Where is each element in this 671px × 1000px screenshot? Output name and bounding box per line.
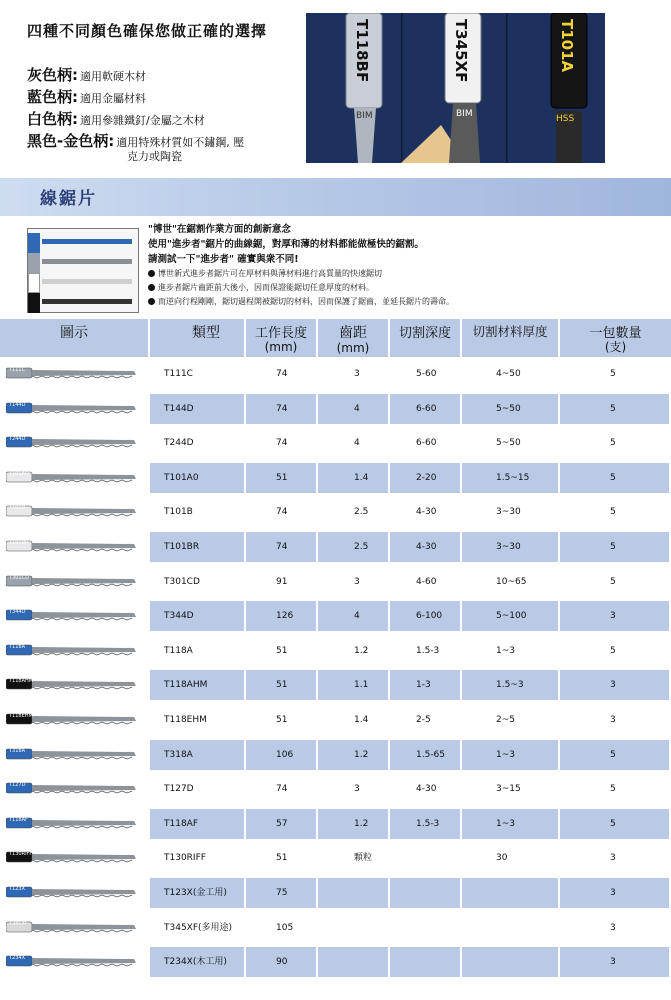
cell-pitch: 1.1: [318, 670, 388, 700]
cell-thickness: 5~50: [462, 394, 558, 424]
cell-type: T318A: [150, 740, 244, 770]
cell-qty: 3: [610, 853, 616, 864]
cell-depth: 1.5-65: [390, 740, 460, 770]
table-row: [0, 426, 671, 461]
cell-length: 74: [276, 369, 288, 379]
blade-icon-label: T123X: [9, 885, 26, 892]
cell-length: 105: [276, 922, 294, 933]
cell-type: T344D: [150, 601, 244, 631]
cell-pitch: 3: [354, 784, 360, 795]
cell-pitch: [318, 878, 388, 908]
bullet-icon: [148, 270, 155, 277]
blade-icon: [6, 780, 138, 796]
cell-depth: [390, 913, 460, 943]
table-row: [0, 495, 671, 530]
cell-pitch: 1.2: [318, 809, 388, 839]
column-header-qty: 一包數量 (支): [560, 319, 671, 357]
table-row: [0, 634, 671, 669]
table-row: [0, 738, 671, 773]
photo-blade-1: [353, 19, 371, 86]
table-row: [0, 565, 671, 600]
column-header-depth: 切割深度: [390, 319, 462, 357]
cell-pitch: 2.5: [318, 532, 388, 562]
cell-thickness: [462, 947, 558, 977]
cell-type: T118EHM: [164, 714, 207, 725]
cell-thickness: 10~65: [496, 576, 527, 587]
table-row: [0, 668, 671, 703]
cell-qty: 5: [560, 809, 669, 839]
cell-depth: 1-3: [390, 670, 460, 700]
cell-type: T111C: [164, 369, 193, 379]
legend-desc-continued: 克力或陶瓷: [127, 150, 182, 163]
cell-thickness: 5~100: [462, 601, 558, 631]
blade-icon-label: T118AF: [9, 816, 28, 823]
cell-type: T127D: [164, 784, 194, 795]
blade-tag: BIM: [456, 109, 473, 119]
cell-depth: [390, 843, 460, 873]
cell-thickness: 1~3: [462, 809, 558, 839]
cell-type: T101B: [164, 507, 193, 518]
cell-length: 91: [276, 576, 288, 587]
table-row: [0, 772, 671, 807]
cell-type: T345XF(多用途): [164, 922, 233, 933]
table-row: [0, 599, 671, 634]
table-row: [0, 703, 671, 738]
cell-qty: 5: [560, 394, 669, 424]
column-header-length: 工作長度 (mm): [246, 319, 318, 357]
cell-qty: 5: [610, 438, 616, 449]
blade-icon-label: T144D: [9, 401, 26, 408]
legend-key: 灰色柄:: [27, 66, 78, 84]
legend-desc: 適用特殊材質如不鏽鋼, 壓: [116, 136, 245, 149]
column-header-pitch: 齒距 (mm): [318, 319, 390, 357]
cell-thickness: 4~50: [496, 369, 521, 379]
legend-row-white: [27, 108, 244, 130]
cell-type: T123X(金工用): [150, 878, 244, 908]
cell-pitch: 顆粒: [354, 853, 373, 864]
cell-qty: 5: [560, 532, 669, 562]
cell-pitch: 4: [318, 394, 388, 424]
blade-icon: [6, 365, 138, 381]
cell-depth: 6-60: [416, 438, 437, 449]
cell-thickness: 1~3: [496, 645, 515, 656]
cell-depth: [390, 947, 460, 977]
section-title: 線鋸片: [40, 189, 97, 209]
blade-icon: [6, 884, 138, 900]
cell-qty: 3: [610, 922, 616, 933]
cell-type: T118A: [164, 645, 193, 656]
cell-length: 74: [276, 438, 288, 449]
cell-length: 51: [246, 670, 316, 700]
cell-pitch: 1.4: [354, 714, 369, 725]
cell-length: 126: [246, 601, 316, 631]
cell-length: 74: [276, 784, 288, 795]
page-title: 四種不同顏色確保您做正確的選擇: [27, 22, 268, 40]
blade-icon-label: T101B: [9, 505, 26, 512]
blade-icon-label: T344D: [9, 609, 26, 616]
cell-qty: 3: [560, 670, 669, 700]
intro-line: 請測試一下"進步者" 確實與衆不同!: [148, 254, 299, 265]
cell-length: 74: [276, 507, 288, 518]
column-header-thickness: 切割材料厚度: [462, 319, 560, 357]
legend-desc: 適用參雜鐵釘/金屬之木材: [80, 114, 205, 127]
table-row: [0, 945, 671, 980]
intro-line: "博世"在鋸割作業方面的創新意念: [148, 224, 291, 235]
cell-length: 75: [246, 878, 316, 908]
column-header-type: 類型: [150, 319, 246, 357]
cell-qty: 5: [610, 576, 616, 587]
cell-length: 106: [246, 740, 316, 770]
cell-pitch: 1.2: [318, 740, 388, 770]
blade-icon: [6, 400, 138, 416]
table-row: [0, 357, 671, 392]
blade-icon: [6, 746, 138, 762]
blade-tag: BIM: [356, 111, 373, 121]
intro-line: 使用"進步者"鋸片的曲線鋸，對厚和薄的材料都能做極快的鋸割。: [148, 239, 424, 250]
table-row: [0, 461, 671, 496]
cell-thickness: 5~50: [496, 438, 521, 449]
blade-icon-label: T234X: [9, 955, 26, 962]
color-legend: [27, 64, 244, 164]
cell-length: 51: [276, 714, 288, 725]
intro-bullet: [148, 267, 663, 281]
blade-icon-label: T301CD: [9, 574, 29, 581]
blade-icon-label: T101BR: [9, 539, 29, 546]
cell-thickness: 3~30: [462, 532, 558, 562]
table-row: [0, 530, 671, 565]
cell-qty: 3: [560, 601, 669, 631]
bullet-text: 而逆向行程剛剛，鋸切過程開被鋸切的材料，因而保護了鋸齒，並延長鋸片的壽命。: [158, 297, 454, 306]
table-row: [0, 876, 671, 911]
cell-thickness: 30: [496, 853, 508, 864]
cell-type: T234X(木工用): [150, 947, 244, 977]
intro-bullet: [148, 295, 663, 309]
swatch-blades-icon: [28, 229, 140, 314]
cell-qty: 5: [610, 645, 616, 656]
blade-icon-label: T111C: [9, 367, 26, 373]
column-header-icon: 圖示: [0, 319, 150, 357]
bullet-text: 進步者鋸片齒距前大後小，因而保證能鋸切任意厚度的材料。: [158, 283, 374, 292]
cell-thickness: 2~5: [496, 714, 515, 725]
cell-pitch: 4: [318, 601, 388, 631]
blade-icon-label: T118A: [9, 643, 26, 650]
cell-depth: 6-60: [390, 394, 460, 424]
legend-key: 白色柄:: [27, 110, 78, 128]
cell-qty: 3: [560, 878, 669, 908]
table-row: [0, 392, 671, 427]
blade-code: T118BF: [353, 19, 371, 83]
legend-key: 黑色-金色柄:: [27, 132, 115, 150]
cell-thickness: 1.5~15: [462, 463, 558, 493]
header-section: [0, 0, 671, 178]
blade-icon: [6, 642, 138, 658]
blade-icon: [6, 503, 138, 519]
blade-icon-label: T318A: [9, 747, 26, 754]
section-bar: [0, 178, 671, 216]
cell-qty: 5: [610, 369, 616, 379]
cell-pitch: 4: [354, 438, 360, 449]
legend-key: 藍色柄:: [27, 88, 78, 106]
cell-length: 74: [246, 394, 316, 424]
cell-thickness: 1.5~3: [462, 670, 558, 700]
legend-desc: 適用金屬材料: [80, 92, 146, 105]
blade-code: T101A: [558, 19, 576, 73]
blade-photo: [306, 13, 605, 163]
cell-qty: 5: [560, 740, 669, 770]
cell-length: 51: [276, 853, 288, 864]
cell-thickness: 3~15: [496, 784, 521, 795]
cell-qty: 5: [610, 507, 616, 518]
cell-thickness: 1~3: [462, 740, 558, 770]
cell-type: T101BR: [150, 532, 244, 562]
cell-qty: 3: [610, 714, 616, 725]
cell-type: T244D: [164, 438, 194, 449]
cell-type: T101A0: [150, 463, 244, 493]
cell-pitch: 2.5: [354, 507, 369, 518]
blade-color-swatch-image: [27, 228, 139, 313]
table-row: [0, 911, 671, 946]
cell-depth: 4-60: [416, 576, 437, 587]
cell-type: T301CD: [164, 576, 200, 587]
cell-depth: 6-100: [390, 601, 460, 631]
cell-pitch: 1.4: [318, 463, 388, 493]
cell-depth: 4-30: [416, 784, 437, 795]
cell-depth: [390, 878, 460, 908]
blade-spec-table: [0, 319, 671, 980]
cell-pitch: [318, 947, 388, 977]
cell-thickness: 3~30: [496, 507, 521, 518]
photo-blade-2: [452, 19, 470, 86]
cell-length: 90: [246, 947, 316, 977]
cell-qty: 5: [560, 463, 669, 493]
blade-icon-label: T101AO: [9, 470, 29, 477]
intro-bullet: [148, 281, 663, 295]
cell-qty: 5: [610, 784, 616, 795]
cell-pitch: 3: [354, 369, 360, 379]
blade-tag: HSS: [556, 114, 575, 124]
table-body: [0, 357, 671, 980]
cell-thickness: [462, 913, 558, 943]
blade-icon: [6, 434, 138, 450]
blade-icon-label: T130RIFF: [9, 851, 33, 858]
blade-icon-label: T127D: [9, 782, 26, 789]
blade-icon-label: T118EHM: [9, 712, 33, 719]
blade-icon-label: T244D: [9, 436, 26, 443]
cell-pitch: 3: [354, 576, 360, 587]
blade-icon-label: T118AHM: [9, 678, 34, 685]
cell-depth: 5-60: [416, 369, 437, 379]
legend-row-gray: [27, 64, 244, 86]
cell-qty: 3: [560, 947, 669, 977]
cell-type: T144D: [150, 394, 244, 424]
cell-length: 51: [246, 463, 316, 493]
cell-depth: 1.5-3: [416, 645, 440, 656]
cell-length: 57: [246, 809, 316, 839]
cell-depth: 4-30: [390, 532, 460, 562]
table-row: [0, 807, 671, 842]
cell-pitch: 1.2: [354, 645, 369, 656]
cell-length: 51: [276, 645, 288, 656]
cell-depth: 1.5-3: [390, 809, 460, 839]
bullet-icon: [148, 284, 155, 291]
cell-length: 74: [246, 532, 316, 562]
legend-row-blue: [27, 86, 244, 108]
table-header: [0, 319, 671, 357]
cell-pitch: [318, 913, 388, 943]
table-row: [0, 841, 671, 876]
cell-depth: 2-20: [390, 463, 460, 493]
blade-code: T345XF: [452, 19, 470, 83]
legend-desc: 適用軟硬木材: [80, 70, 146, 83]
cell-type: T118AF: [150, 809, 244, 839]
cell-type: T130RIFF: [164, 853, 206, 864]
blade-icon: [6, 607, 138, 623]
cell-type: T118AHM: [150, 670, 244, 700]
blade-icon-label: T345XF: [9, 920, 28, 927]
blade-icon: [6, 953, 138, 969]
bullet-icon: [148, 298, 155, 305]
photo-blade-3: [558, 19, 576, 76]
cell-depth: 2-5: [416, 714, 431, 725]
cell-thickness: [462, 878, 558, 908]
bullet-text: 博世新式進步者鋸片可在厚材料與薄材料進行高質量的快速鋸切: [158, 269, 382, 278]
intro-text: [148, 222, 663, 309]
cell-depth: 4-30: [416, 507, 437, 518]
